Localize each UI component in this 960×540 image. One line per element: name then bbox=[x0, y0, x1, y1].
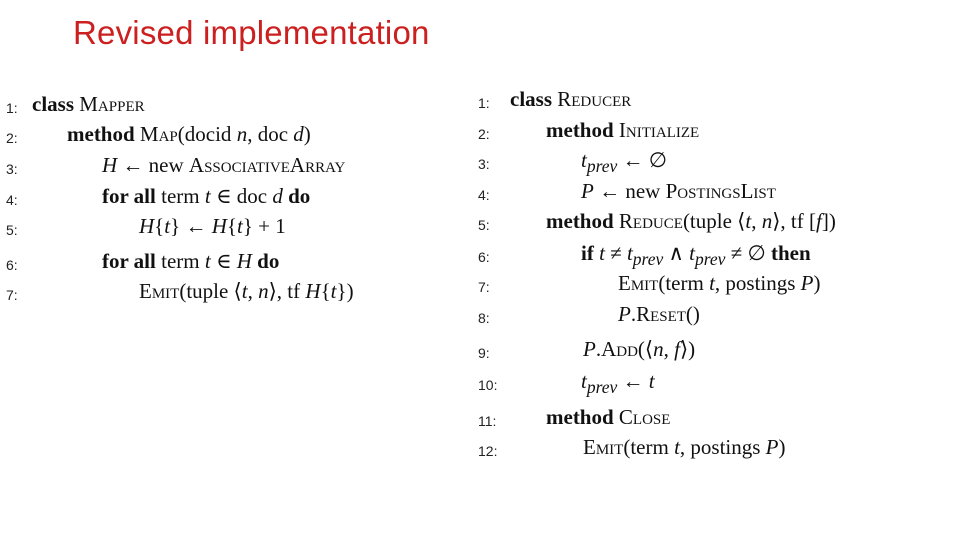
reducer-code-text: P.Reset() bbox=[618, 302, 700, 326]
mapper-line-number: 4: bbox=[6, 192, 18, 208]
reducer-line-number: 5: bbox=[478, 217, 490, 233]
reducer-code-text: method Close bbox=[546, 405, 671, 429]
reducer-code-text: P.Add(⟨n, f⟩) bbox=[583, 337, 696, 361]
reducer-line-number: 3: bbox=[478, 156, 490, 172]
mapper-code-text: for all term t ∈ doc d do bbox=[102, 184, 311, 208]
mapper-code-text: H ← new AssociativeArray bbox=[102, 153, 346, 177]
mapper-code-text: Emit(tuple ⟨t, n⟩, tf H{t}) bbox=[139, 279, 354, 303]
reducer-code-text: method Initialize bbox=[546, 118, 700, 142]
mapper-algorithm bbox=[6, 91, 446, 321]
mapper-line-number: 5: bbox=[6, 222, 18, 238]
reducer-line-number: 4: bbox=[478, 187, 490, 203]
mapper-line-number: 3: bbox=[6, 161, 18, 177]
reducer-line-number: 6: bbox=[478, 249, 490, 265]
reducer-code-text: Emit(term t, postings P) bbox=[618, 271, 821, 295]
reducer-line-number: 9: bbox=[478, 345, 490, 361]
mapper-code-text: for all term t ∈ H do bbox=[102, 249, 280, 273]
reducer-code-text: class Reducer bbox=[510, 87, 632, 111]
reducer-line-number: 7: bbox=[478, 279, 490, 295]
reducer-code-text: $t_{prev}$ ← t bbox=[581, 369, 655, 398]
reducer-line-number: 1: bbox=[478, 95, 490, 111]
reducer-code-text: if $t \ne t_{prev}$ ∧ $t_{prev}$ ≠ ∅ then bbox=[581, 241, 811, 270]
reducer-line-number: 8: bbox=[478, 310, 490, 326]
reducer-line-number: 2: bbox=[478, 126, 490, 142]
mapper-code-text: method Map(docid n, doc d) bbox=[67, 122, 311, 146]
slide-title: Revised implementation bbox=[73, 14, 430, 51]
reducer-code-text: method Reduce(tuple ⟨t, n⟩, tf [f]) bbox=[546, 209, 836, 233]
reducer-line-number: 12: bbox=[478, 443, 498, 459]
mapper-code-text: class Mapper bbox=[32, 92, 145, 116]
mapper-line-number: 7: bbox=[6, 287, 18, 303]
reducer-line-number: 10: bbox=[478, 377, 498, 393]
reducer-line-number: 11: bbox=[478, 413, 497, 429]
mapper-line-number: 2: bbox=[6, 130, 18, 146]
reducer-algorithm bbox=[478, 86, 918, 466]
reducer-code-text: $t_{prev}$ ← ∅ bbox=[581, 148, 668, 177]
mapper-line-number: 6: bbox=[6, 257, 18, 273]
reducer-code-text: Emit(term t, postings P) bbox=[583, 435, 786, 459]
mapper-line-number: 1: bbox=[6, 100, 18, 116]
mapper-code-text: H{t} ← H{t} + 1 bbox=[139, 214, 286, 238]
reducer-code-text: P ← new PostingsList bbox=[581, 179, 776, 203]
